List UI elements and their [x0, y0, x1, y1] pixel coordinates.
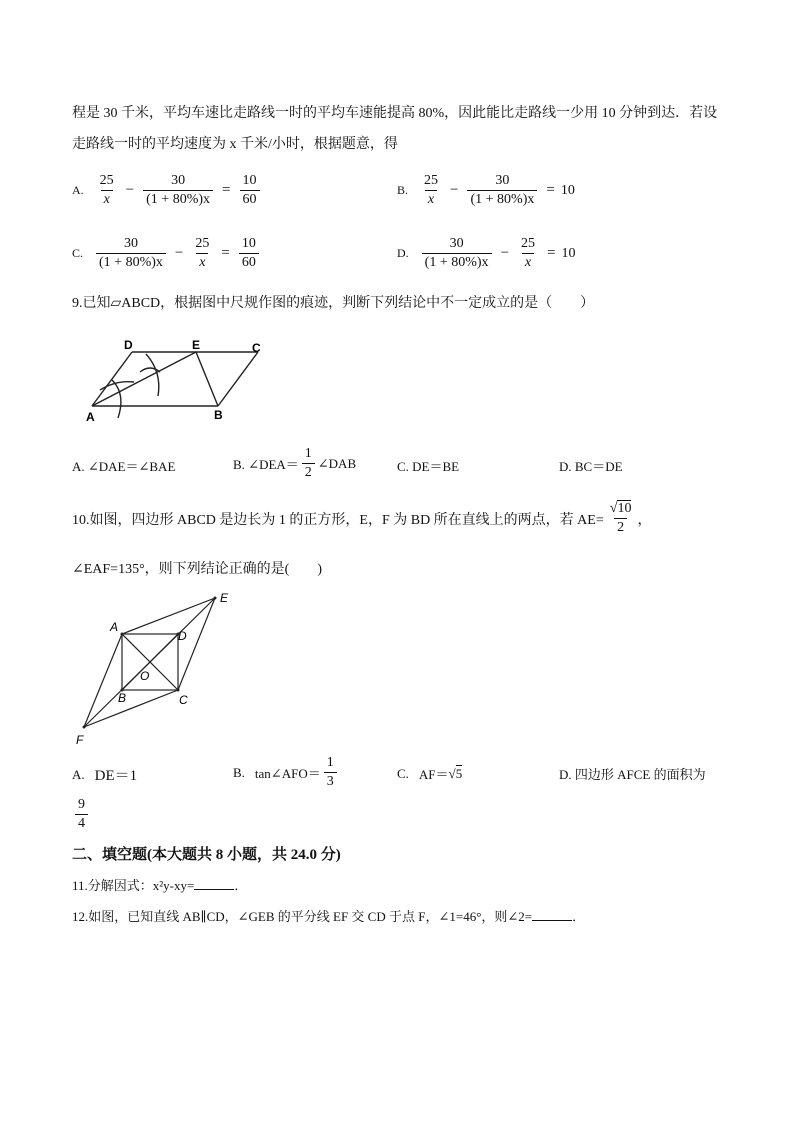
q10-option-b[interactable]: B. tan∠AFO＝ $\frac{1}{3}$ [233, 754, 340, 791]
point-d-label: D [178, 629, 187, 643]
q9-option-a[interactable]: A. ∠DAE＝∠BAE [72, 459, 176, 474]
fraction: $\frac{25}{x}$ [521, 236, 536, 270]
answer-blank[interactable] [194, 877, 234, 890]
q10-option-d-value [72, 796, 91, 833]
fraction-half: $\frac{1}{2}$ [302, 445, 315, 482]
q8-option-a[interactable]: A. $\frac{25}{x}$ − $\frac{30}{(1 + 80\%)x}$ = $\frac{10}{60}$ [72, 172, 263, 209]
sqrt-icon: √ [609, 501, 618, 516]
fraction: $\frac{25}{x}$ [424, 173, 439, 207]
q9-option-d[interactable]: D. BC＝DE [559, 459, 623, 474]
point-d-label: D [124, 338, 133, 352]
point-c-label: C [252, 341, 261, 355]
point-a-label: A [110, 620, 119, 634]
q10-stem-2: ∠EAF=135°，则下列结论正确的是( ) [72, 562, 322, 577]
fraction: $\frac{10}{60}$ [239, 235, 259, 272]
point-f-label: F [76, 733, 84, 747]
point-e-label: E [192, 338, 201, 352]
section-heading: 二、填空题(本大题共 8 小题，共 24.0 分) [72, 847, 341, 863]
q10-option-d[interactable]: D. 四边形 AFCE 的面积为 [559, 767, 706, 782]
fraction-one-third: $\frac{1}{3}$ [324, 754, 337, 791]
fraction: $\frac{30}{(1 + 80\%)x}$ [96, 235, 166, 272]
q9-parallelogram-figure [78, 332, 278, 427]
intro-line-1: 程是 30 千米，平均车速比走路线一时的平均车速能提高 80%，因此能比走路线一少用 10 分钟到达．若设 [72, 106, 718, 121]
option-label: C. [72, 246, 84, 260]
fraction: $\frac{30}{(1 + 80\%)x}$ [143, 172, 213, 209]
q12: 12.如图，已知直线 AB∥CD，∠GEB 的平分线 EF 交 CD 于点 F，∠1=46°，则∠2= ． [72, 909, 586, 924]
answer-blank[interactable] [532, 908, 572, 921]
fraction: $\frac{25}{x}$ [99, 173, 114, 207]
fraction: $\frac{30}{(1 + 80\%)x}$ [467, 172, 537, 209]
q8-option-b[interactable]: B. $\frac{25}{x}$ − $\frac{30}{(1 + 80\%)x}$ = 10 [397, 173, 575, 207]
fraction: $\frac{30}{(1 + 80\%)x}$ [422, 235, 492, 272]
point-e-label: E [220, 591, 229, 605]
point-b-label: B [214, 408, 223, 422]
q8-option-c[interactable]: C. $\frac{30}{(1 + 80\%)x}$ − $\frac{25}{x}$ = $\frac{10}{60}$ [72, 235, 262, 272]
point-o-label: O [140, 669, 150, 683]
q10-option-a[interactable]: A. DE＝1 [72, 766, 138, 784]
q9-option-b[interactable]: B. ∠DEA＝ $\frac{1}{2}$ ∠DAB [233, 446, 357, 480]
option-label: D. [397, 246, 409, 260]
fraction: $\frac{10}{60}$ [240, 172, 260, 209]
q10-option-c[interactable]: C. AF＝ √ 5 [397, 765, 463, 782]
option-label: A. [72, 183, 84, 197]
fraction: $\frac{25}{x}$ [195, 236, 210, 270]
point-b-label: B [118, 691, 127, 705]
q9-stem: 9.已知▱ABCD，根据图中尺规作图的痕迹，判断下列结论中不一定成立的是（ ） [72, 296, 595, 311]
q10-stem: 10.如图，四边形 ABCD 是边长为 1 的正方形，E，F 为 BD 所在直线上的两点，若 AE= $\frac{√10}{2}$ ， [72, 501, 652, 535]
option-label: B. [397, 183, 409, 197]
q10-square-figure [70, 590, 240, 750]
q9-option-c[interactable]: C. DE＝BE [397, 459, 460, 474]
q11: 11.分解因式：x²y-xy= ． [72, 878, 248, 893]
intro-line-2: 走路线一时的平均速度为 x 千米/小时，根据题意，得 [72, 137, 398, 152]
fraction-nine-quarters: $\frac{9}{4}$ [75, 796, 88, 833]
point-a-label: A [86, 410, 95, 424]
point-c-label: C [179, 693, 188, 707]
fraction-sqrt10-over-2: $\frac{√10}{2}$ [609, 501, 632, 535]
q8-option-d[interactable]: D. $\frac{30}{(1 + 80\%)x}$ − $\frac{25}{x}$ = 10 [397, 236, 576, 270]
sqrt-icon: √ [448, 765, 456, 781]
